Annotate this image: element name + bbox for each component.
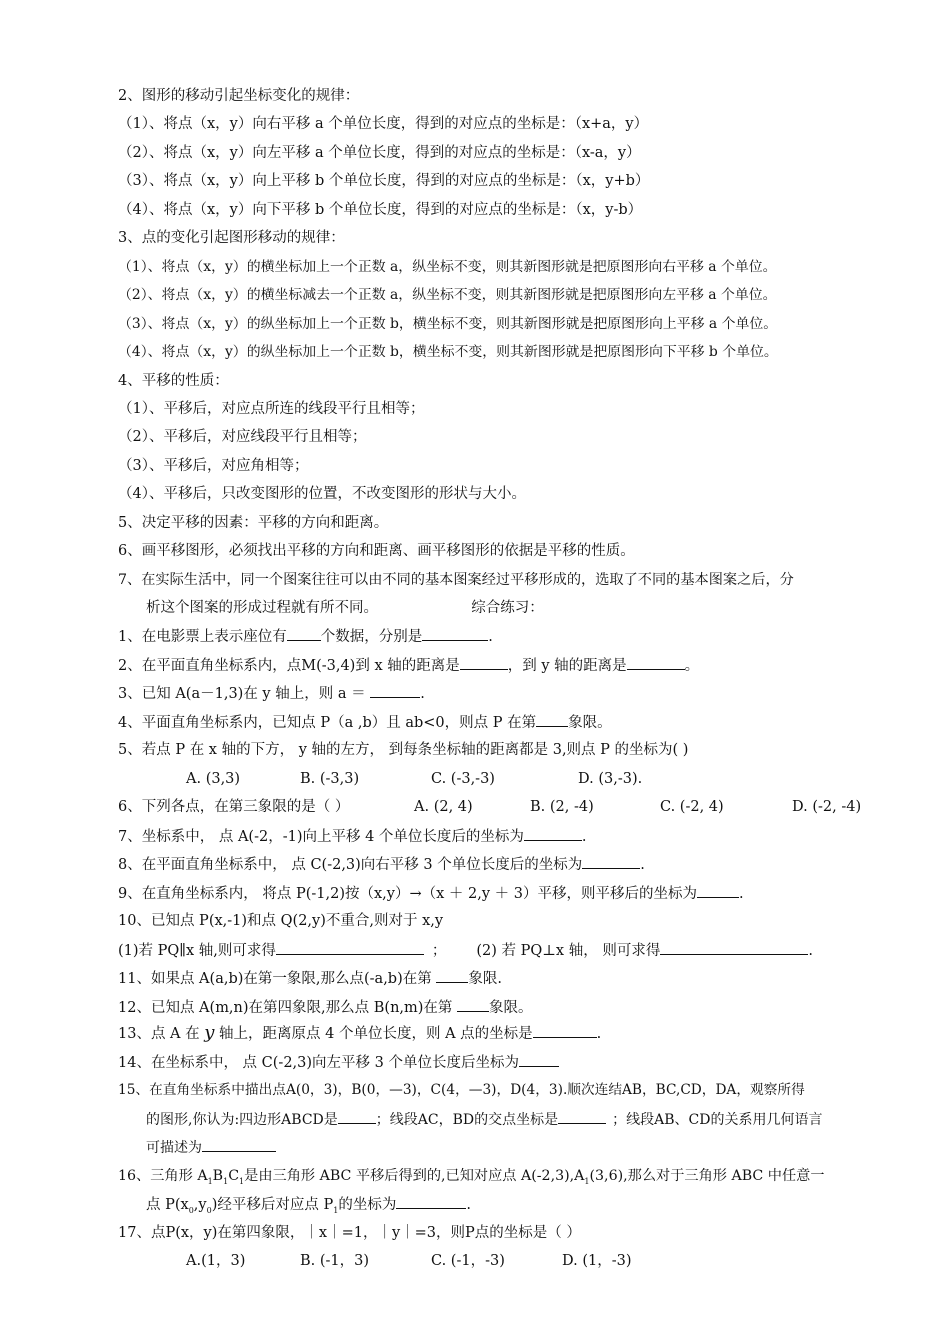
question-10-parts: (1)若 PQ∥x 轴,则可求得 ； (2) 若 PQ⊥x 轴， 则可求得 . — [118, 940, 813, 961]
section-3-item-1: （1）、将点（x，y）的横坐标加上一个正数 a，纵坐标不变，则其新图形就是把原图形向右平移 a 个单位。 — [118, 259, 777, 275]
section-6: 6、画平移图形，必须找出平移的方向和距离、画平移图形的依据是平移的性质。 — [118, 543, 635, 559]
section-3-title: 3、点的变化引起图形移动的规律： — [118, 230, 345, 246]
answer-blank — [396, 1194, 466, 1209]
answer-blank — [627, 655, 685, 670]
question-5-option-b: B. (-3,3) — [300, 771, 360, 787]
answer-blank — [582, 854, 640, 869]
answer-blank — [457, 997, 489, 1012]
question-6-option-c: C. (-2, 4) — [660, 799, 724, 815]
question-3: 3、已知 A(a－1,3)在 y 轴上，则 a ＝ . — [118, 683, 425, 704]
question-1: 1、在电影票上表示座位有 个数据，分别是 . — [118, 626, 493, 647]
answer-blank — [519, 1052, 559, 1067]
question-10-stem: 10、已知点 P(x,-1)和点 Q(2,y)不重合,则对于 x,y — [118, 913, 444, 929]
section-5: 5、决定平移的因素：平移的方向和距离。 — [118, 515, 389, 531]
section-4-item-4: （4）、平移后，只改变图形的位置，不改变图形的形状与大小。 — [118, 486, 526, 502]
question-5-option-a: A. (3,3) — [186, 771, 241, 787]
section-7-text: 析这个图案的形成过程就有所不同。 — [146, 600, 378, 616]
section-2-item-2: （2）、将点（x，y）向左平移 a 个单位长度，得到的对应点的坐标是：（x-a，y） — [118, 145, 641, 161]
section-2-item-1: （1）、将点（x，y）向右平移 a 个单位长度，得到的对应点的坐标是：（x+a，y） — [118, 116, 649, 132]
question-15-line-1: 15、在直角坐标系中描出点A(0，3)，B(0，—3)，C(4，—3)，D(4，3).顺次连结AB，BC,CD，DA，观察所得 — [118, 1082, 805, 1098]
section-4-item-1: （1）、平移后，对应点所连的线段平行且相等； — [118, 401, 425, 417]
question-8: 8、在平面直角坐标系中， 点 C(-2,3)向右平移 3 个单位长度后的坐标为 . — [118, 854, 645, 875]
question-16-line-1: 16、三角形 $A_1B_1C_1$是由三角形 ABC 平移后得到的,已知对应点 $A(-2,3),A_1(3,6)$,那么对于三角形 ABC 中任意一 — [118, 1168, 825, 1186]
question-9: 9、在直角坐标系内， 将点 P(-1,2)按（x,y）→（x ＋ 2,y ＋ 3）平移，则平移后的坐标为 . — [118, 883, 744, 904]
answer-blank — [370, 683, 420, 698]
question-5-option-d: D. (3,-3). — [578, 771, 643, 787]
section-3-item-2: （2）、将点（x，y）的横坐标减去一个正数 a，纵坐标不变，则其新图形就是把原图形向左平移 a 个单位。 — [118, 287, 777, 303]
answer-blank — [422, 626, 488, 641]
question-17-option-a: A.(1，3) — [186, 1253, 246, 1269]
question-17-option-c: C. (-1，-3) — [431, 1253, 505, 1269]
question-6-option-a: A. (2, 4) — [414, 799, 473, 815]
question-6-option-d: D. (-2, -4) — [792, 799, 862, 815]
section-7-line-2 — [146, 598, 544, 618]
question-15-line-3: 可描述为 — [146, 1137, 276, 1158]
answer-blank — [558, 1109, 606, 1124]
question-11: 11、如果点 A(a,b)在第一象限,那么点(-a,b)在第 象限. — [118, 968, 502, 989]
answer-blank — [436, 968, 468, 983]
section-4-item-3: （3）、平移后，对应角相等； — [118, 458, 309, 474]
section-3-item-4: （4）、将点（x，y）的纵坐标加上一个正数 b，横坐标不变，则其新图形就是把原图形向下平移 b 个单位。 — [118, 344, 778, 360]
question-17-option-d: D. (1，-3) — [562, 1253, 632, 1269]
question-5-option-c: C. (-3,-3) — [431, 771, 495, 787]
answer-blank — [660, 940, 808, 955]
question-4: 4、平面直角坐标系内，已知点 P（a ,b）且 ab<0，则点 P 在第 象限。 — [118, 712, 612, 733]
answer-blank — [524, 826, 582, 841]
answer-blank — [202, 1137, 276, 1152]
section-4-item-2: （2）、平移后，对应线段平行且相等； — [118, 429, 367, 445]
variable-y: y — [204, 1022, 215, 1043]
question-17-stem: 17、点P(x，y)在第四象限，｜x｜=1，｜y｜=3，则P点的坐标是（ ） — [118, 1225, 581, 1241]
question-14: 14、在坐标系中， 点 C(-2,3)向左平移 3 个单位长度后坐标为 — [118, 1052, 559, 1073]
question-16-line-2: 点 $P(x_0,y_0)$经平移后对应点 $P_1$的坐标为 . — [146, 1194, 471, 1221]
section-2-title: 2、图形的移动引起坐标变化的规律： — [118, 88, 360, 104]
question-2: 2、在平面直角坐标系内，点M(-3,4)到 x 轴的距离是 ，到 y 轴的距离是 。 — [118, 655, 699, 676]
answer-blank — [536, 712, 568, 727]
question-6-stem: 6、下列各点，在第三象限的是（ ） — [118, 799, 350, 815]
section-2-item-3: （3）、将点（x，y）向上平移 b 个单位长度，得到的对应点的坐标是：（x，y+b） — [118, 173, 650, 189]
question-7: 7、坐标系中， 点 A(-2，-1)向上平移 4 个单位长度后的坐标为 . — [118, 826, 587, 847]
question-13: 13、点 A 在 y 轴上，距离原点 4 个单位长度，则 A 点的坐标是 . — [118, 1022, 602, 1043]
practice-heading: 综合练习： — [471, 600, 544, 616]
question-12: 12、已知点 A(m,n)在第四象限,那么点 B(n,m)在第 象限。 — [118, 997, 533, 1018]
section-3-item-3: （3）、将点（x，y）的纵坐标加上一个正数 b，横坐标不变，则其新图形就是把原图形向上平移 a 个单位。 — [118, 316, 778, 332]
question-6-option-b: B. (2, -4) — [530, 799, 594, 815]
answer-blank — [533, 1023, 597, 1038]
question-15-line-2: 的图形,你认为:四边形ABCD是 ；线段AC，BD的交点坐标是 ；线段AB、CD的关系用几何语言 — [146, 1109, 822, 1130]
answer-blank — [338, 1109, 376, 1124]
section-7-line-1: 7、在实际生活中，同一个图案往往可以由不同的基本图案经过平移形成的，选取了不同的基本图案之后，分 — [118, 572, 794, 588]
answer-blank — [460, 655, 508, 670]
answer-blank — [697, 883, 739, 898]
question-5-stem: 5、若点 P 在 x 轴的下方， y 轴的左方， 到每条坐标轴的距离都是 3,则点 P 的坐标为( ) — [118, 742, 689, 758]
question-17-option-b: B. (-1，3) — [300, 1253, 370, 1269]
section-2-item-4: （4）、将点（x，y）向下平移 b 个单位长度，得到的对应点的坐标是：（x，y-b） — [118, 202, 643, 218]
section-4-title: 4、平移的性质： — [118, 373, 229, 389]
answer-blank — [276, 940, 424, 955]
answer-blank — [287, 626, 321, 641]
